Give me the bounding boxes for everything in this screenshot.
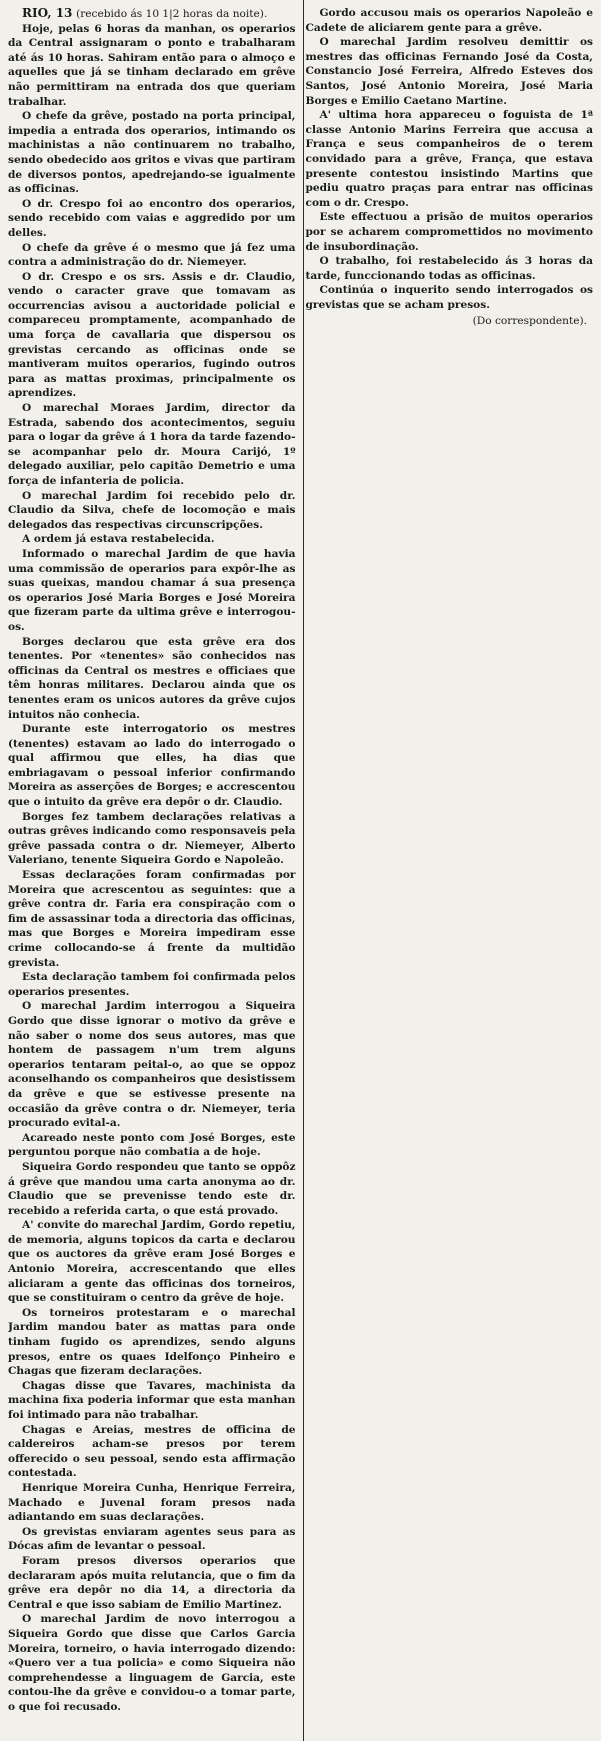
article-paragraph: Henrique Moreira Cunha, Henrique Ferreira, Machado e Juvenal foram presos nada adiantando em suas declarações.: [8, 1481, 296, 1524]
article-paragraph: O dr. Crespo foi ao encontro dos operarios, sendo recebido com vaias e aggredido por um delles.: [8, 197, 296, 239]
dateline-note: (recebido ás 10 1|2 horas da noite).: [76, 8, 268, 20]
article-paragraph: Informado o marechal Jardim de que havia uma commissão de operarios para expôr-lhe as suas queixas, mandou chamar á sua presença os operarios José Maria Borges e José Moreira que fizeram parte da ultima grêve e interrogou-os.: [8, 547, 296, 633]
article-paragraph: O marechal Jardim interrogou a Siqueira Gordo que disse ignorar o motivo da grêve e não saber o nome dos seus autores, mas que hontem de passagem n'um trem alguns operarios tentaram peital-o, ao que se oppoz aconselhando os companheiros que desistissem da grêve e que se estivesse presente na occasião da grêve contra o dr. Niemeyer, teria procurado evital-a.: [8, 1000, 296, 1130]
article-paragraph: O marechal Jardim resolveu demittir os mestres das officinas Fernando José da Costa, Constancio José Ferreira, Alfredo Esteves dos Santos, José Antonio Moreira, José Maria Borges e Emilio Caetano Martine.: [305, 36, 593, 107]
dateline: RIO, 13: [22, 6, 73, 20]
article-paragraph: Foram presos diversos operarios que declararam após muita relutancia, que o fim da grêve era depôr no dia 14, a directoria da Central e que isso sabiam de Emilio Martinez.: [8, 1554, 296, 1611]
dateline-paragraph: [8, 6, 296, 22]
article-paragraph: O marechal Moraes Jardim, director da Estrada, sabendo dos acontecimentos, seguiu para o logar da grêve á 1 hora da tarde fazendo-se acompanhar pelo dr. Moura Carijó, 1º delegado auxiliar, pelo capitão Demetrio e uma força de infanteria de policia.: [8, 402, 296, 487]
article-paragraph: Siqueira Gordo respondeu que tanto se oppôz á grêve que mandou uma carta anonyma ao dr. Claudio que se prevenisse tendo este dr. recebido a referida carta, o que está provado.: [8, 1160, 296, 1217]
article-paragraph: O marechal Jardim foi recebido pelo dr. Claudio da Silva, chefe de locomoção e mais delegados das respectivas circunscripções.: [8, 489, 296, 531]
article-paragraph: Hoje, pelas 6 horas da manhan, os operarios da Central assignaram o ponto e trabalharam até ás 10 horas. Sahiram então para o almoço e aquelles que já se tinham declarado em grêve não permittiram na entrada dos que queriam trabalhar.: [8, 22, 296, 108]
article-paragraph: Essas declarações foram confirmadas por Moreira que acrescentou as seguintes: que a grêve contra dr. Faria era conspiração com o fim de assassinar toda a directoria das officinas, mas que Borges e Moreira impediram esse crime collocando-se á frente da multidão grevista.: [8, 869, 296, 969]
article-paragraph: O chefe da grêve, postado na porta principal, impedia a entrada dos operarios, intimando os machinistas a não continuarem no trabalho, sendo obedecido aos gritos e vivas que partiram de diversos pontos, apedrejando-se igualmente as officinas.: [8, 110, 296, 196]
article-paragraph: Esta declaração tambem foi confirmada pelos operarios presentes.: [8, 971, 296, 998]
article-paragraph: Gordo accusou mais os operarios Napoleão e Cadete de aliciarem gente para a grêve.: [305, 7, 593, 34]
article-paragraph: Continúa o inquerito sendo interrogados os grevistas que se acham presos.: [305, 284, 593, 311]
article-paragraph: O chefe da grêve é o mesmo que já fez uma contra a administração do dr. Niemeyer.: [8, 241, 296, 269]
article-paragraph: O dr. Crespo e os srs. Assis e dr. Claudio, vendo o caracter grave que tomavam as occurrencias avisou a auctoridade policial e compareceu promptamente, acompanhado de uma força de cavallaria que dispersou os grevistas cercando as officinas onde se mantiveram muitos operarios, fugindo outros para as mattas proximas, principalmente os aprendizes.: [8, 270, 296, 400]
article-paragraph: O trabalho, foi restabelecido ás 3 horas da tarde, funccionando todas as officinas.: [305, 255, 593, 282]
article-paragraph: Este effectuou a prisão de muitos operarios por se acharem compromettidos no movimento de insubordinação.: [305, 211, 593, 253]
article-paragraph: Chagas disse que Tavares, machinista da machina fixa poderia informar que esta manhan foi intimado para não trabalhar.: [8, 1379, 296, 1421]
article-paragraph: Borges fez tambem declarações relativas a outras grêves indicando como responsaveis pela grêve passada contra o dr. Niemeyer, Alberto Valeriano, tenente Siqueira Gordo e Napoleão.: [8, 810, 296, 867]
article-paragraph: A ordem já estava restabelecida.: [22, 533, 215, 546]
article-paragraph: Os grevistas enviaram agentes seus para as Dócas afim de levantar o pessoal.: [8, 1525, 296, 1553]
article-signature: (Do correspondente).: [472, 315, 587, 328]
article-paragraph: A' convite do marechal Jardim, Gordo repetiu, de memoria, alguns topicos da carta e declarou que os auctores da grêve eram José Borges e Antonio Moreira, accrescentando que elles aliciaram a gente das officinas dos torneiros, que se constituiram o centro da grêve de hoje.: [8, 1219, 296, 1305]
article-columns: [8, 6, 593, 1731]
article-paragraph: O marechal Jardim de novo interrogou a Siqueira Gordo que disse que Carlos Garcia Moreira, torneiro, o havia interrogado dizendo: «Quero ver a tua policia» e como Siqueira não comprehendesse a linguagem de Garcia, este contou-lhe da grêve e convidou-o a tomar parte, o que foi recusado.: [8, 1613, 296, 1713]
article-body: [8, 6, 593, 1731]
article-paragraph: Os torneiros protestaram e o marechal Jardim mandou bater as mattas para onde tinham fugido os aprendizes, sendo alguns presos, entre os quaes Idelfonço Pinheiro e Chagas que fizeram declarações.: [8, 1306, 296, 1378]
article-paragraph: A' ultima hora appareceu o foguista de 1ª classe Antonio Marins Ferreira que accusa a França e seus companheiros de o terem convidado para a grêve, França, que estava presente contestou insistindo Martins que pediu quatro praças para entrar nas officinas com o dr. Crespo.: [305, 109, 593, 209]
article-paragraph: Borges declarou que esta grêve era dos tenentes. Por «tenentes» são conhecidos nas officinas da Central os mestres e officiaes que têm honras militares. Declarou ainda que os tenentes eram os unicos autores da grêve cujos intuitos não conhecia.: [8, 635, 296, 721]
article-paragraph: Durante este interrogatorio os mestres (tenentes) estavam ao lado do interrogado o qual affirmou que elles, ha dias que embriagavam o pessoal inferior confirmando Moreira as asserções de Borges; e accrescentou que o intuito da grêve era depôr o dr. Claudio.: [8, 723, 296, 809]
article-paragraph: Acareado neste ponto com José Borges, este perguntou porque não combatia a de hoje.: [8, 1131, 296, 1159]
article-paragraph: Chagas e Areias, mestres de officina de caldereiros acham-se presos por terem offerecido o seu pessoal, sendo esta affirmação contestada.: [8, 1423, 296, 1480]
